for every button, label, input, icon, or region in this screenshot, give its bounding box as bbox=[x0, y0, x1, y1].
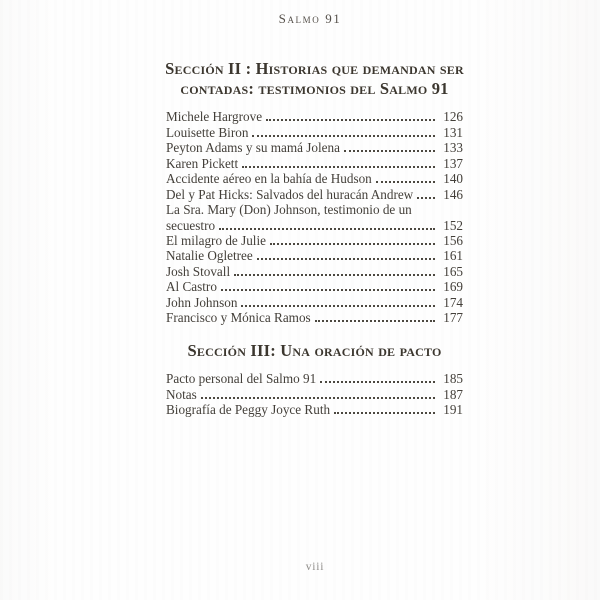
toc-row bbox=[166, 248, 463, 263]
toc-row bbox=[166, 186, 463, 201]
toc-leader-dots bbox=[334, 412, 435, 414]
toc-row bbox=[166, 310, 463, 325]
toc-entry-page: 187 bbox=[443, 386, 463, 402]
toc-entry-page: 161 bbox=[443, 248, 463, 264]
toc-leader-dots bbox=[234, 274, 435, 276]
toc-entry-title: Natalie Ogletree bbox=[166, 248, 253, 264]
running-header: Salmo 91 bbox=[278, 11, 342, 26]
toc-entry-title: Biografía de Peggy Joyce Ruth bbox=[166, 401, 331, 417]
toc-leader-dots bbox=[252, 135, 435, 137]
toc-entry-title: Del y Pat Hicks: Salvados del huracán Andrew bbox=[166, 186, 414, 202]
section-2-heading bbox=[158, 59, 471, 98]
toc-row bbox=[166, 294, 463, 309]
table-of-contents bbox=[166, 59, 463, 417]
folio-page-number: viii bbox=[305, 561, 325, 573]
toc-row bbox=[166, 263, 463, 278]
toc-leader-dots bbox=[270, 243, 435, 245]
toc-leader-dots bbox=[344, 150, 435, 152]
section-2-heading-line-1: Sección II : Historias que demandan ser bbox=[165, 59, 464, 78]
toc-entry-page: 165 bbox=[443, 263, 463, 279]
toc-row bbox=[166, 217, 463, 232]
toc-leader-dots bbox=[201, 397, 435, 399]
toc-entry-page: 185 bbox=[443, 371, 463, 387]
toc-leader-dots bbox=[242, 166, 435, 168]
toc-row bbox=[166, 124, 463, 139]
toc-row bbox=[166, 386, 463, 401]
section-3-heading-line-1: Sección III: Una oración de pacto bbox=[187, 341, 442, 361]
toc-leader-dots bbox=[221, 289, 435, 291]
toc-entry-title: El milagro de Julie bbox=[166, 232, 266, 248]
toc-row bbox=[166, 155, 463, 170]
toc-entry-page: 169 bbox=[443, 279, 463, 295]
toc-row bbox=[166, 140, 463, 155]
toc-entry-title: secuestro bbox=[166, 217, 216, 233]
toc-entry-title: La Sra. Mary (Don) Johnson, testimonio de un bbox=[166, 202, 412, 218]
section-3-entry-list bbox=[166, 371, 463, 417]
toc-row bbox=[166, 279, 463, 294]
toc-entry-title: John Johnson bbox=[166, 294, 238, 310]
section-2-heading-line-2: contadas: testimonios del Salmo 91 bbox=[180, 78, 449, 98]
toc-entry-page: 131 bbox=[443, 124, 463, 140]
toc-leader-dots bbox=[257, 258, 435, 260]
toc-leader-dots bbox=[320, 381, 435, 383]
toc-entry-title: Notas bbox=[166, 386, 197, 402]
toc-entry-page: 137 bbox=[443, 155, 463, 171]
toc-entry-title: Peyton Adams y su mamá Jolena bbox=[166, 140, 340, 156]
toc-entry-page: 133 bbox=[443, 140, 463, 156]
toc-entry-page: 146 bbox=[443, 186, 463, 202]
section-2-entry-list bbox=[166, 109, 463, 325]
toc-leader-dots bbox=[417, 197, 435, 199]
toc-row bbox=[166, 371, 463, 386]
toc-leader-dots bbox=[376, 181, 435, 183]
toc-entry-title: Karen Pickett bbox=[166, 155, 239, 171]
toc-entry-title: Accidente aéreo en la bahía de Hudson bbox=[166, 171, 372, 187]
toc-row bbox=[166, 109, 463, 124]
toc-leader-dots bbox=[219, 228, 435, 230]
toc-entry-title: Pacto personal del Salmo 91 bbox=[166, 371, 317, 387]
section-3-heading bbox=[158, 341, 471, 361]
toc-entry-page: 177 bbox=[443, 310, 463, 326]
toc-leader-dots bbox=[241, 305, 435, 307]
toc-row bbox=[166, 402, 463, 417]
toc-leader-dots bbox=[266, 119, 435, 121]
toc-entry-page: 156 bbox=[443, 232, 463, 248]
toc-entry-title: Al Castro bbox=[166, 279, 217, 295]
toc-row bbox=[166, 233, 463, 248]
toc-row bbox=[166, 171, 463, 186]
toc-entry-page: 140 bbox=[443, 171, 463, 187]
toc-entry-title: Michele Hargrove bbox=[166, 109, 263, 125]
toc-entry-page: 152 bbox=[443, 217, 463, 233]
toc-entry-page: 126 bbox=[443, 109, 463, 125]
toc-leader-dots bbox=[315, 320, 435, 322]
toc-entry-page: 174 bbox=[443, 294, 463, 310]
toc-entry-title: Josh Stovall bbox=[166, 263, 231, 279]
toc-entry-page: 191 bbox=[443, 401, 463, 417]
toc-entry-title: Louisette Biron bbox=[166, 124, 249, 140]
toc-row bbox=[166, 202, 463, 217]
toc-entry-title: Francisco y Mónica Ramos bbox=[166, 310, 311, 326]
